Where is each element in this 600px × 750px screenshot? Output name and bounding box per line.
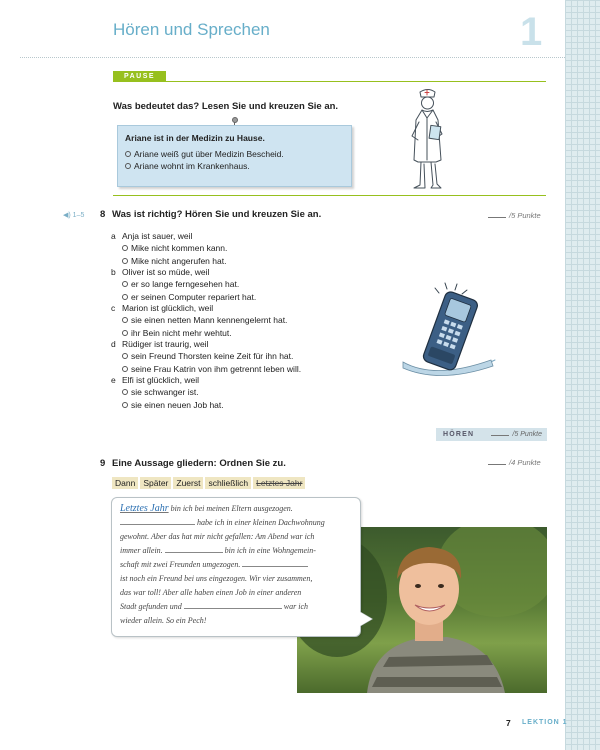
gap-blank[interactable]	[242, 566, 308, 567]
exercise-8-items	[111, 231, 411, 411]
answer-option[interactable]: seine Frau Katrin von ihm getrennt leben will.	[111, 363, 411, 376]
item-letter: c	[111, 303, 116, 313]
page-title: Hören und Sprechen	[113, 20, 270, 39]
item-stem: Anja ist sauer, weil	[122, 231, 193, 241]
radio-icon[interactable]	[122, 389, 128, 395]
list-item	[111, 267, 411, 303]
item-stem: Rüdiger ist traurig, weil	[122, 339, 209, 349]
speaker-icon: ◀)	[63, 212, 71, 219]
radio-icon[interactable]	[122, 353, 128, 359]
word-bank-item[interactable]: Dann	[112, 477, 138, 489]
radio-icon[interactable]	[122, 294, 128, 300]
answer-option[interactable]: sein Freund Thorsten keine Zeit für ihn hat.	[111, 350, 411, 363]
pause-tag: PAUSE	[113, 71, 166, 82]
page-edge-strip	[565, 0, 600, 750]
radio-icon[interactable]	[122, 330, 128, 336]
answer-option[interactable]: ihr Bein nicht mehr wehtut.	[111, 327, 411, 340]
exercise-9-points[interactable]: /4 Punkte	[488, 458, 541, 467]
radio-icon[interactable]	[125, 163, 131, 169]
word-bank-item[interactable]: Zuerst	[173, 477, 203, 489]
answer-option[interactable]: sie einen netten Mann kennengelernt hat.	[111, 314, 411, 327]
pause-bottom-rule	[113, 195, 546, 196]
points-blank[interactable]	[488, 464, 506, 465]
answer-option[interactable]: er seinen Computer repariert hat.	[111, 291, 411, 304]
word-bank-item-used[interactable]: Letztes Jahr	[253, 477, 305, 489]
item-letter: a	[111, 231, 116, 241]
radio-icon[interactable]	[125, 151, 131, 157]
header-divider	[20, 57, 565, 58]
note-card-title: Ariane ist in der Medizin zu Hause.	[125, 133, 265, 143]
pause-option-2[interactable]: Ariane wohnt im Krankenhaus.	[125, 161, 344, 171]
exercise-9-instruction: Eine Aussage gliedern: Ordnen Sie zu.	[112, 458, 286, 469]
answer-option[interactable]: Mike nicht kommen kann.	[111, 242, 411, 255]
radio-icon[interactable]	[122, 317, 128, 323]
pause-note-card	[117, 125, 352, 187]
page-number: 7	[506, 718, 511, 728]
exercise-9-number: 9	[100, 458, 106, 469]
points-blank[interactable]	[491, 435, 509, 436]
chapter-number: 1	[520, 10, 543, 54]
item-stem: Elfi ist glücklich, weil	[122, 375, 199, 385]
gap-blank[interactable]	[165, 552, 223, 553]
answer-option[interactable]: sie einen neuen Job hat.	[111, 399, 411, 412]
word-bank-item[interactable]: schließlich	[205, 477, 251, 489]
speech-bubble-tail	[360, 612, 372, 626]
item-stem: Marion ist glücklich, weil	[122, 303, 214, 313]
hoeren-score-box	[436, 428, 547, 441]
radio-icon[interactable]	[122, 245, 128, 251]
item-letter: d	[111, 339, 116, 349]
gap-blank[interactable]	[120, 524, 195, 525]
word-bank-item[interactable]: Später	[140, 477, 171, 489]
pause-instruction: Was bedeutet das? Lesen Sie und kreuzen Sie an.	[113, 101, 339, 112]
handwritten-answer[interactable]: Letztes Jahr	[120, 503, 169, 514]
radio-icon[interactable]	[122, 402, 128, 408]
answer-option[interactable]: sie schwanger ist.	[111, 386, 411, 399]
gap-blank[interactable]	[184, 608, 282, 609]
points-blank[interactable]	[488, 217, 506, 218]
item-stem: Oliver ist so müde, weil	[122, 267, 210, 277]
answer-option[interactable]: er so lange ferngesehen hat.	[111, 278, 411, 291]
item-letter: e	[111, 375, 116, 385]
word-bank	[112, 477, 307, 489]
pushpin-icon	[232, 117, 238, 123]
ringing-phone-illustration	[395, 280, 500, 385]
pause-option-1[interactable]: Ariane weiß gut über Medizin Bescheid.	[125, 149, 344, 159]
radio-icon[interactable]	[122, 258, 128, 264]
audio-track-ref[interactable]: ◀) 1–5	[63, 212, 85, 219]
exercise-8-number: 8	[100, 209, 106, 220]
list-item	[111, 303, 411, 339]
list-item	[111, 375, 411, 411]
doctor-illustration	[398, 86, 458, 194]
lektion-label: LEKTION 1	[522, 719, 568, 726]
hoeren-label: HÖREN	[443, 431, 475, 438]
answer-option[interactable]: Mike nicht angerufen hat.	[111, 255, 411, 268]
exercise-8-instruction: Was ist richtig? Hören Sie und kreuzen Sie an.	[112, 209, 322, 220]
exercise-8-points[interactable]: /5 Punkte	[488, 211, 541, 220]
hoeren-points[interactable]: /5 Punkte	[491, 428, 542, 441]
radio-icon[interactable]	[122, 366, 128, 372]
radio-icon[interactable]	[122, 281, 128, 287]
item-letter: b	[111, 267, 116, 277]
list-item	[111, 231, 411, 267]
list-item	[111, 339, 411, 375]
text-speech-bubble: Letztes Jahr bin ich bei meinen Eltern ausgezogen. habe ich in einer kleinen Dachwohnung gewohnt. Aber das hat mir nicht gefallen: Am Abend war ich immer allein. bin ich in eine Wohngemein- schaft mit zwei Freunden umgezogen. ist noch ein Freund bei uns eingezogen. Wir vier zusammen, das war toll! Aber alle haben einen Job in einer anderen Stadt gefunden und war ich wieder allein. So ein Pech!	[111, 497, 361, 637]
pause-top-rule	[113, 81, 546, 82]
